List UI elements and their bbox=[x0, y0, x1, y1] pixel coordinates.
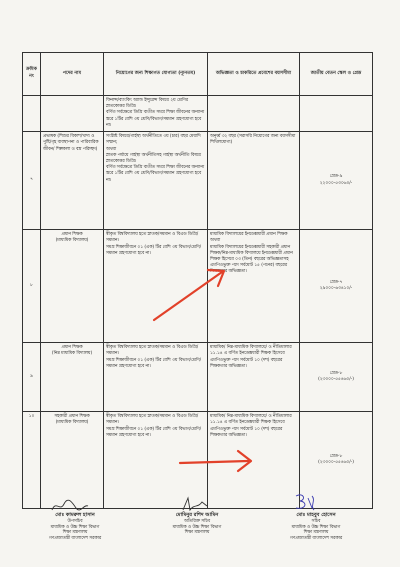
header-experience: অভিজ্ঞতা ও চাকরিতে প্রবেশের বয়সসীমা bbox=[208, 53, 300, 96]
signatory-designation: উপসচিব মাধ্যমিক ও উচ্চ শিক্ষা বিভাগ শিক্ষা মন্ত্রণালয় গণপ্রজাতন্ত্রী বাংলাদেশ সরকার bbox=[48, 518, 102, 542]
signature-middle bbox=[152, 512, 242, 536]
signature-block bbox=[30, 512, 380, 562]
cell-experience: মাধ্যমিক/ নিম্ন-মাধ্যমিক বিদ্যালয়ে/ ও নীতিমালার ১১.১৪ এ বর্ণিত ইনডেক্সধারী শিক্ষক হিসেবে এমপিওভুক্ত পদে সর্বমোট ১০ (দশ) বছরের শিক্ষকতার অভিজ্ঞতা। bbox=[208, 343, 300, 412]
red-arrow-annotation bbox=[176, 443, 256, 473]
cell-experience bbox=[208, 96, 300, 132]
table-header-row bbox=[23, 53, 373, 96]
signature-right bbox=[270, 512, 362, 542]
cell-qualification: ফিনান্স/ব্যাংকিং অ্যান্ড ইন্সুরেন্স বিষয়ে ২য় শ্রেণির স্নাতকোত্তর ডিগ্রি। বর্ণিত সর্বক্ষেত্রে ডিগ্রি ব্যতীত সমগ্র শিক্ষা জীবনের অন্যান্য স্তরে ১টির বেশি ৩য় শ্রেণি/বিভাগ/সমমান গ্রহণযোগ্য হবে না। bbox=[104, 96, 208, 132]
red-arrow-annotation bbox=[150, 262, 230, 324]
header-scale: জাতীয় বেতন স্কেল ও গ্রেড bbox=[300, 53, 373, 96]
cell-scale: গ্রেড-৮ (২৩০০০-৫৫৪৬০/-) bbox=[300, 412, 373, 509]
cell-serial: ৯ bbox=[23, 343, 41, 412]
signatory-name: মোঃ কামরুল হাসান bbox=[55, 512, 95, 518]
header-post: পদের নাম bbox=[41, 53, 104, 96]
signatory-name: মোমিনুর রশিদ আমিন bbox=[175, 512, 219, 518]
cell-post: প্রধান শিক্ষক (মাধ্যমিক বিদ্যালয়) bbox=[41, 230, 104, 343]
cell-experience: মাধ্যমিক/ নিম্ন-মাধ্যমিক বিদ্যালয়ে/ ও নীতিমালার ১১.১৪ এ বর্ণিত ইনডেক্সধারী শিক্ষক হিসেবে এমপিওভুক্ত পদে সর্বমোট ১০ (দশ) বছরের শিক্ষকতার অভিজ্ঞতা। bbox=[208, 412, 300, 509]
table-row bbox=[23, 96, 373, 132]
cell-post: প্রধান শিক্ষক (নিম্ন মাধ্যমিক বিদ্যালয়) bbox=[41, 343, 104, 412]
cell-experience: মাধ্যমিক বিদ্যালয়ের ইনডেক্সধারী প্রধান শিক্ষক অথবা মাধ্যমিক বিদ্যালয়ের ইনডেক্সধারী সহকারী প্রধান শিক্ষক/নিম্ন-মাধ্যমিক বিদ্যালয়ে ইনডেক্সধারী প্রধান শিক্ষক হিসেবে ০৩ (তিন) বছরের অভিজ্ঞতাসহ এমপিওভুক্ত পদে সর্বমোট ১৫ (পনের) বছরের শিক্ষকতার অভিজ্ঞতা। bbox=[208, 230, 300, 343]
cell-post: সহকারী প্রধান শিক্ষক (মাধ্যমিক বিদ্যালয়) bbox=[41, 412, 104, 509]
cell-qualification: স্বীকৃত বিশ্ববিদ্যালয় হতে স্নাতক/সমমান ও বিএড ডিগ্রি/সমমান। সমগ্র শিক্ষাজীবনে ০১ (এক) টির বেশি ৩য় বিভাগ/শ্রেণি/সমমান গ্রহণযোগ্য হবে না। bbox=[104, 343, 208, 412]
cell-post bbox=[41, 96, 104, 132]
cell-scale bbox=[300, 96, 373, 132]
cell-scale: গ্রেড-৭ ২৯০০০-৬৩৪১০/- bbox=[300, 230, 373, 343]
cell-serial: ৭ bbox=[23, 132, 41, 230]
cell-qualification: স্বীকৃত বিশ্ববিদ্যালয় হতে স্নাতক/সমমান ও বিএড ডিগ্রি/সমমান। সমগ্র শিক্ষাজীবনে ০১ (এক) টির বেশি ৩য় বিভাগ/শ্রেণি/সমমান গ্রহণযোগ্য হবে না। bbox=[104, 412, 208, 509]
cell-experience: অনূর্ধ্ব ৩২ বছর (সরাসরি নিয়োগের জন্য বয়সসীমা শিথিলযোগ্য) bbox=[208, 132, 300, 230]
cell-serial: ৮ bbox=[23, 230, 41, 343]
header-serial: ক্রমিক নং bbox=[23, 53, 41, 96]
table-row bbox=[23, 343, 373, 412]
table-row bbox=[23, 132, 373, 230]
handwritten-signature bbox=[292, 492, 318, 512]
header-qualification: নিয়োগের জন্য শিক্ষাগত যোগ্যতা (ন্যূনতম) bbox=[104, 53, 208, 96]
cell-scale: গ্রেড-৯ ২২০০০-৫৩০৬০/- bbox=[300, 132, 373, 230]
cell-serial: ১০ bbox=[23, 412, 41, 509]
signature-left bbox=[30, 512, 120, 542]
cell-post: প্রভাষক (শিশুর বিকাশ/খাদ্য ও পুষ্টি/গৃহ ব্যবস্থাপনা ও পারিবারিক জীবন/ শিল্পকলা ও বস্ত্র পরিচ্ছদ) bbox=[41, 132, 104, 230]
signatory-name: মোঃ মাহবুব হোসেন bbox=[296, 512, 336, 518]
cell-qualification: স্বীকৃত বিশ্ববিদ্যালয় হতে স্নাতক/সমমান ও বিএড ডিগ্রি/সমমান। সমগ্র শিক্ষাজীবনে ০১ (এক) টির বেশি ৩য় বিভাগ/শ্রেণি/সমমান গ্রহণযোগ্য হবে না। bbox=[104, 230, 208, 343]
signatory-designation: অতিরিক্ত সচিব মাধ্যমিক ও উচ্চ শিক্ষা বিভাগ শিক্ষা মন্ত্রণালয় bbox=[172, 518, 222, 536]
cell-serial bbox=[23, 96, 41, 132]
signatory-designation: সচিব মাধ্যমিক ও উচ্চ শিক্ষা বিভাগ শিক্ষা মন্ত্রণালয় গণপ্রজাতন্ত্রী বাংলাদেশ সরকার bbox=[289, 518, 343, 542]
cell-qualification: সংশ্লিষ্ট বিষয়ে/গার্হস্থ্য অর্থনীতিতে ৩য় (চার) বছর মেয়াদি সম্মান; অথবা স্নাতক পর্যায়ে গার্হস্থ্য অর্থনীতিসহ গার্হস্থ্য অর্থনীতি বিষয়ে স্নাতকোত্তর ডিগ্রি। বর্ণিত সর্বক্ষেত্রে ডিগ্রি ব্যতীত সমগ্র শিক্ষা জীবনের অন্যান্য স্তরে ১টির বেশি ৩য় শ্রেণি/বিভাগ/সমমান গ্রহণযোগ্য হবে না। bbox=[104, 132, 208, 230]
cell-scale: গ্রেড-৮ (২৩০০০-৫৫৪৬০/-) bbox=[300, 343, 373, 412]
